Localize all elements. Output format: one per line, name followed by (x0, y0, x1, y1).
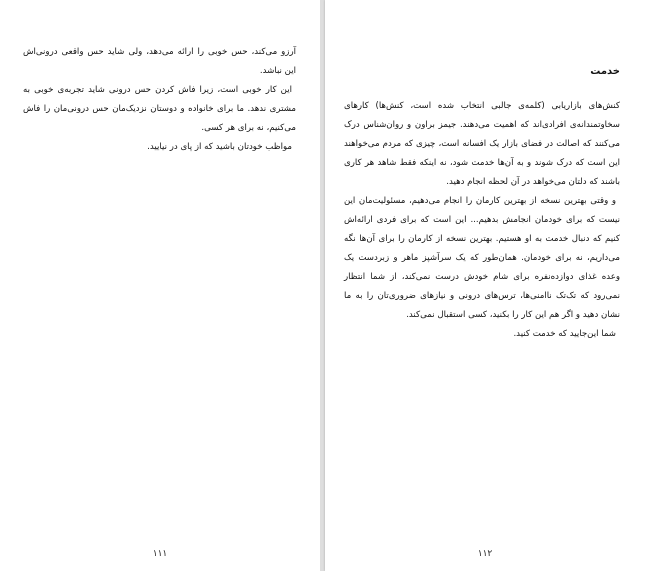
right-page-body (344, 97, 620, 344)
paragraph: و وقتی بهترین نسخه از بهترین کارمان را انجام می‌دهیم، مسئولیت‌مان این نیست که برای خودمان انجامش بدهیم... این است که برای فردی ارائه‌اش کنیم که دنبال خدمت به او هستیم. بهترین نسخه از کارمان را برای آن‌ها نگه می‌داریم، نه برای خودمان. همان‌طور که یک سرآشپز ماهر و زبردست یک وعده غذای دوازده‌نفره برای شام خودش درست نمی‌کند، از شما انتظار نمی‌رود که تک‌تک ناامنی‌ها، ترس‌های درونی و نیازهای ضروری‌تان را به ما نشان دهید و اگر هم این کار را بکنید، کسی استقبال نمی‌کند. (344, 196, 620, 320)
paragraph: مواظب خودتان باشید که از پای در نیایید. (147, 142, 292, 152)
left-page-body (23, 43, 296, 157)
left-page (0, 0, 320, 571)
paragraph: این کار خوبی است، زیرا فاش کردن حس درونی شاید تجربه‌ی خوبی به مشتری ندهد. ما برای خانواده و دوستان نزدیک‌مان حس درونی‌مان را فاش می‌کنیم، نه برای هر کسی. (23, 85, 296, 133)
paragraph: شما این‌جایید که خدمت کنید. (513, 329, 616, 339)
page-number: ۱۱۱ (152, 549, 168, 559)
section-heading: خدمت (590, 66, 620, 77)
right-page (325, 0, 645, 571)
page-number: ۱۱۲ (477, 549, 493, 559)
paragraph: آرزو می‌کند، حس خوبی را ارائه می‌دهد، ولی شاید حس واقعی درونی‌اش این نباشد. (23, 47, 296, 76)
paragraph: کنش‌های بازاریابی (کلمه‌ی جالبی انتخاب شده است، کنش‌ها) کارهای سخاوتمندانه‌ی افرادی‌اند که اهمیت می‌دهند. جیمز براون و روان‌شناس درک می‌کنند که اصالت در فضای بازار یک افسانه است، چیزی که مردم می‌خواهند این است که درک شوند و به آن‌ها خدمت شود، نه اینکه فقط شاهد هر کاری باشند که دلتان می‌خواهد در آن لحظه انجام دهید. (344, 101, 620, 187)
